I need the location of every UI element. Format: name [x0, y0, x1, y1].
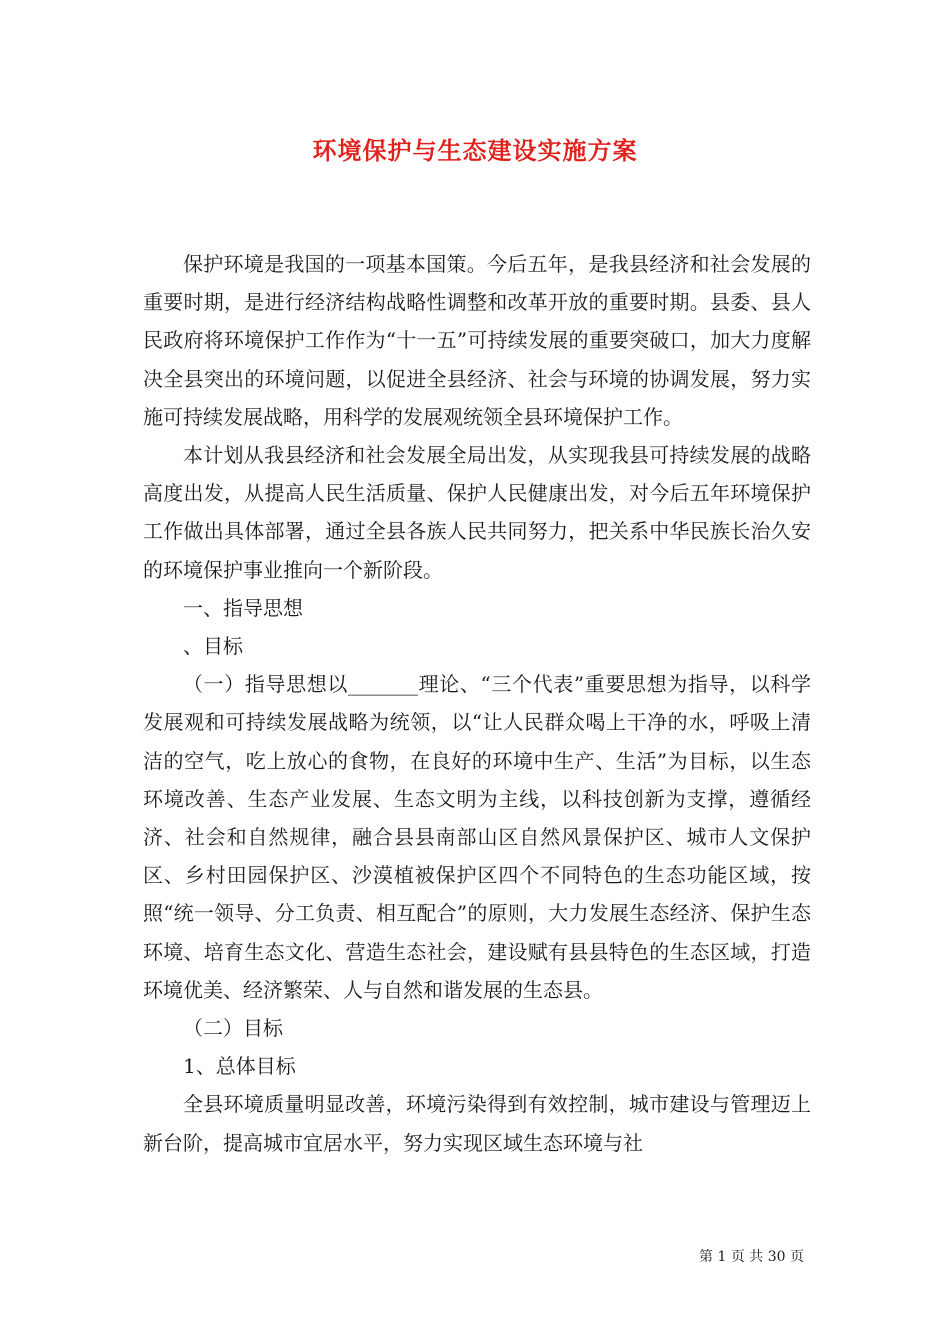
paragraph-overall-goal: 全县环境质量明显改善，环境污染得到有效控制，城市建设与管理迈上新台阶，提高城市宜居水平，努力实现区域生态环境与社: [143, 1092, 811, 1155]
document-title: 环境保护与生态建设实施方案: [312, 136, 638, 165]
heading-overall-goal: 1、总体目标: [183, 1054, 296, 1079]
paragraph-plan: 本计划从我县经济和社会发展全局出发，从实现我县可持续发展的战略高度出发，从提高人民生活质量、保护人民健康出发，对今后五年环境保护工作做出具体部署，通过全县各族人民共同努力，把关系中华民族长治久安的环境保护事业推向一个新阶段。: [143, 443, 811, 582]
heading-guiding-thought: 一、指导思想: [183, 595, 303, 620]
page-number: 第 1 页 共 30 页: [699, 1249, 804, 1265]
heading-goals-section: （二）目标: [183, 1016, 283, 1041]
paragraph-guiding-thought: （一）指导思想以_______理论、“三个代表”重要思想为指导，以科学发展观和可持续发展战略为统领，以“让人民群众喝上干净的水，呼吸上清洁的空气，吃上放心的食物，在良好的环境中生产、生活”为目标，以生态环境改善、生态产业发展、生态文明为主线，以科技创新为支撑，遵循经济、社会和自然规律，融合县县南部山区自然风景保护区、城市人文保护区、乡村田园保护区、沙漠植被保护区四个不同特色的生态功能区域，按照“统一领导、分工负责、相互配合”的原则，大力发展生态经济、保护生态环境、培育生态文化、营造生态社会，建设赋有县县特色的生态区域，打造环境优美、经济繁荣、人与自然和谐发展的生态县。: [143, 672, 811, 1002]
paragraph-intro: 保护环境是我国的一项基本国策。今后五年，是我县经济和社会发展的重要时期，是进行经济结构战略性调整和改革开放的重要时期。县委、县人民政府将环境保护工作作为“十一五”可持续发展的重要突破口，加大力度解决全县突出的环境问题，以促进全县经济、社会与环境的协调发展，努力实施可持续发展战略，用科学的发展观统领全县环境保护工作。: [143, 252, 811, 429]
document-body: [143, 245, 811, 1162]
heading-goals: 、目标: [183, 634, 243, 659]
